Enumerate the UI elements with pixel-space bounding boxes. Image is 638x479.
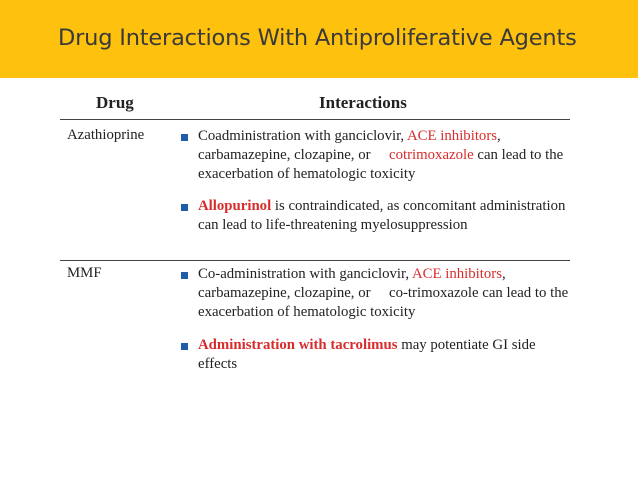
column-header-interactions: Interactions — [319, 93, 407, 112]
bullet-text: , carbamazepine, clozapine, or — [198, 266, 506, 301]
bullet-text: Coadministration with ganciclovir, — [198, 128, 407, 144]
bullet-square-icon — [181, 272, 188, 279]
highlight-allopurinol: Allopurinol — [198, 198, 272, 214]
drug-mmf: MMF — [67, 265, 102, 281]
drug-azathioprine: Azathioprine — [67, 127, 145, 143]
title-bar — [0, 0, 638, 78]
bullet-square-icon — [181, 343, 188, 350]
slide-title: Drug Interactions With Antiproliferative Agents — [58, 25, 577, 51]
interaction-bullet — [198, 336, 573, 374]
interaction-bullet — [198, 265, 573, 322]
column-header-drug: Drug — [96, 93, 134, 112]
highlight-cotrimoxazole: cotrimoxazole — [389, 147, 474, 163]
row-rule — [60, 260, 570, 261]
bullet-text: , carbamazepine, clozapine, or — [198, 128, 501, 163]
highlight-ace-inhibitors: ACE inhibitors — [411, 266, 502, 282]
bullet-text: is contraindicated, as concomitant administration can lead to life-threatening myelosuppression — [198, 198, 566, 233]
bullet-text: can lead to the exacerbation of hematologic toxicity — [198, 147, 564, 182]
bullet-text: co-trimoxazole can lead to the exacerbation of hematologic toxicity — [198, 285, 569, 320]
interaction-bullet — [198, 197, 573, 235]
bullet-text: Co-administration with ganciclovir, — [198, 266, 412, 282]
highlight-ace-inhibitors: ACE inhibitors — [407, 128, 498, 144]
highlight-tacrolimus: Administration with tacrolimus — [198, 337, 398, 353]
header-rule — [60, 119, 570, 120]
bullet-text: may potentiate GI side effects — [198, 337, 536, 372]
bullet-square-icon — [181, 134, 188, 141]
bullet-square-icon — [181, 204, 188, 211]
interaction-bullet — [198, 127, 573, 184]
